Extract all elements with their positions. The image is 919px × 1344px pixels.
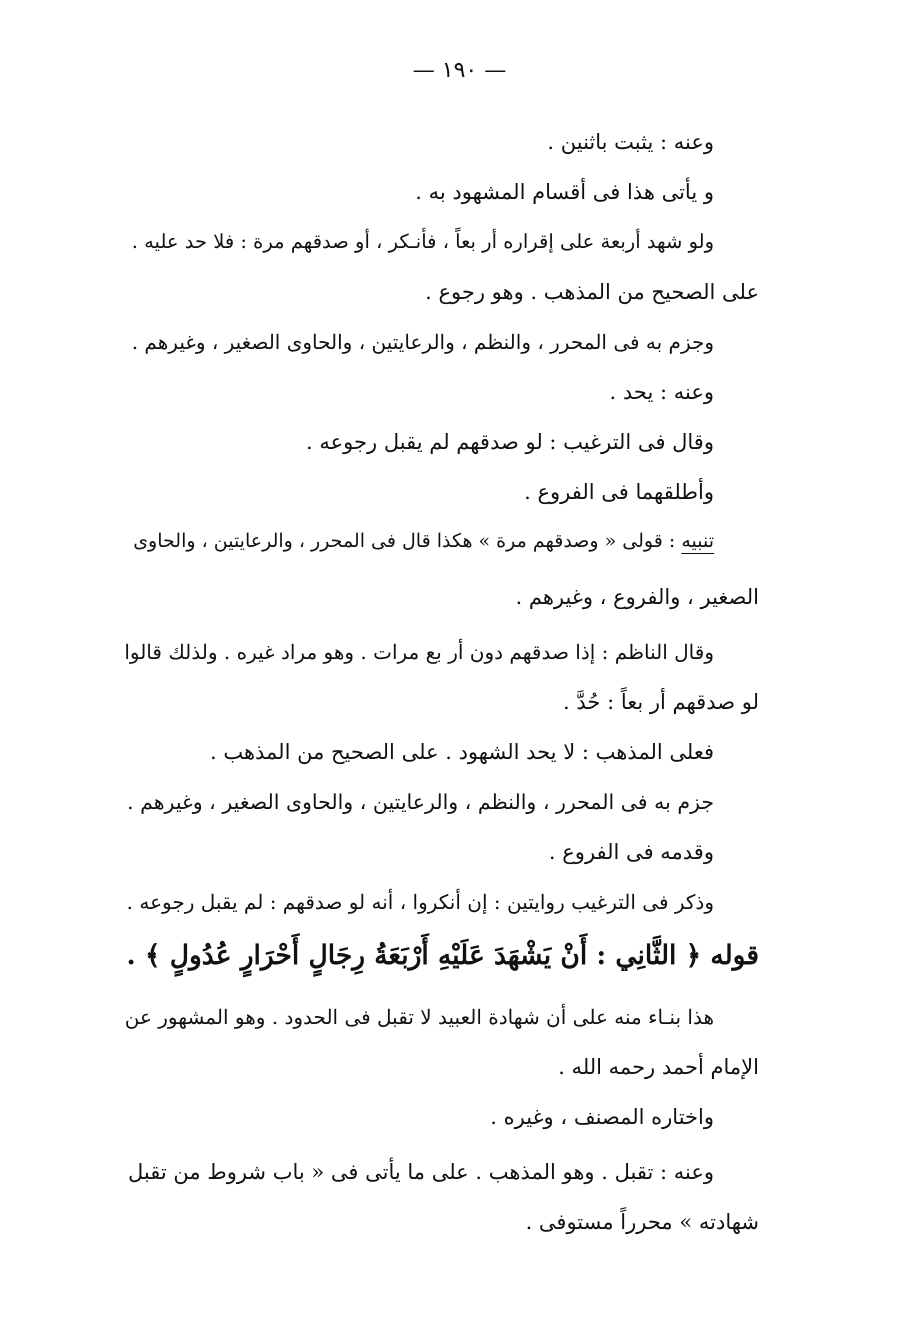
text-line: وعنه : تقبل . وهو المذهب . على ما يأتى فى « باب شروط من تقبل (127, 1160, 714, 1184)
text-line: و يأتى هذا فى أقسام المشهود به . (415, 180, 714, 204)
text-line: الصغير ، والفروع ، وغيرهم . (515, 585, 759, 609)
text-line: لو صدقهم أر بعاً : حُدَّ . (563, 690, 759, 714)
text-line: وقال الناظم : إذا صدقهم دون أر بع مرات . وهو مراد غيره . ولذلك قالوا (124, 640, 714, 664)
text-line: على الصحيح من المذهب . وهو رجوع . (425, 280, 759, 304)
text-line: واختاره المصنف ، وغيره . (490, 1105, 714, 1129)
page-number: — ١٩٠ — (412, 58, 507, 83)
note-text: : قولى « وصدقهم مرة » هكذا قال فى المحرر ، والرعايتين ، والحاوى (133, 530, 682, 552)
text-line: وقال فى الترغيب : لو صدقهم لم يقبل رجوعه . (306, 430, 714, 454)
note-line (133, 530, 714, 553)
text-line: وعنه : يحد . (609, 380, 714, 404)
text-line: جزم به فى المحرر ، والنظم ، والرعايتين ، والحاوى الصغير ، وغيرهم . (127, 790, 714, 814)
text-line: ولو شهد أربعة على إقراره أر بعاً ، فأنـكر ، أو صدقهم مرة : فلا حد عليه . (131, 230, 714, 253)
text-line: وأطلقهما فى الفروع . (524, 480, 714, 504)
note-label: تنبيه (681, 530, 714, 552)
text-line: شهادته » محرراً مستوفى . (525, 1210, 759, 1234)
text-line: وجزم به فى المحرر ، والنظم ، والرعايتين ، والحاوى الصغير ، وغيرهم . (131, 330, 714, 354)
text-line: هذا بنـاء منه على أن شهادة العبيد لا تقبل فى الحدود . وهو المشهور عن (124, 1005, 714, 1029)
text-line: وقدمه فى الفروع . (548, 840, 714, 864)
text-line: فعلى المذهب : لا يحد الشهود . على الصحيح من المذهب . (209, 740, 714, 764)
text-line: الإمام أحمد رحمه الله . (558, 1055, 759, 1079)
text-line: وذكر فى الترغيب روايتين : إن أنكروا ، أنه لو صدقهم : لم يقبل رجوعه . (126, 890, 714, 914)
text-line: وعنه : يثبت باثنين . (547, 130, 714, 154)
section-heading: قوله ﴿ الثَّانِي : أَنْ يَشْهَدَ عَلَيْهِ أَرْبَعَةُ رِجَالٍ أَحْرَارٍ عُدُولٍ ﴾ . (126, 940, 759, 971)
